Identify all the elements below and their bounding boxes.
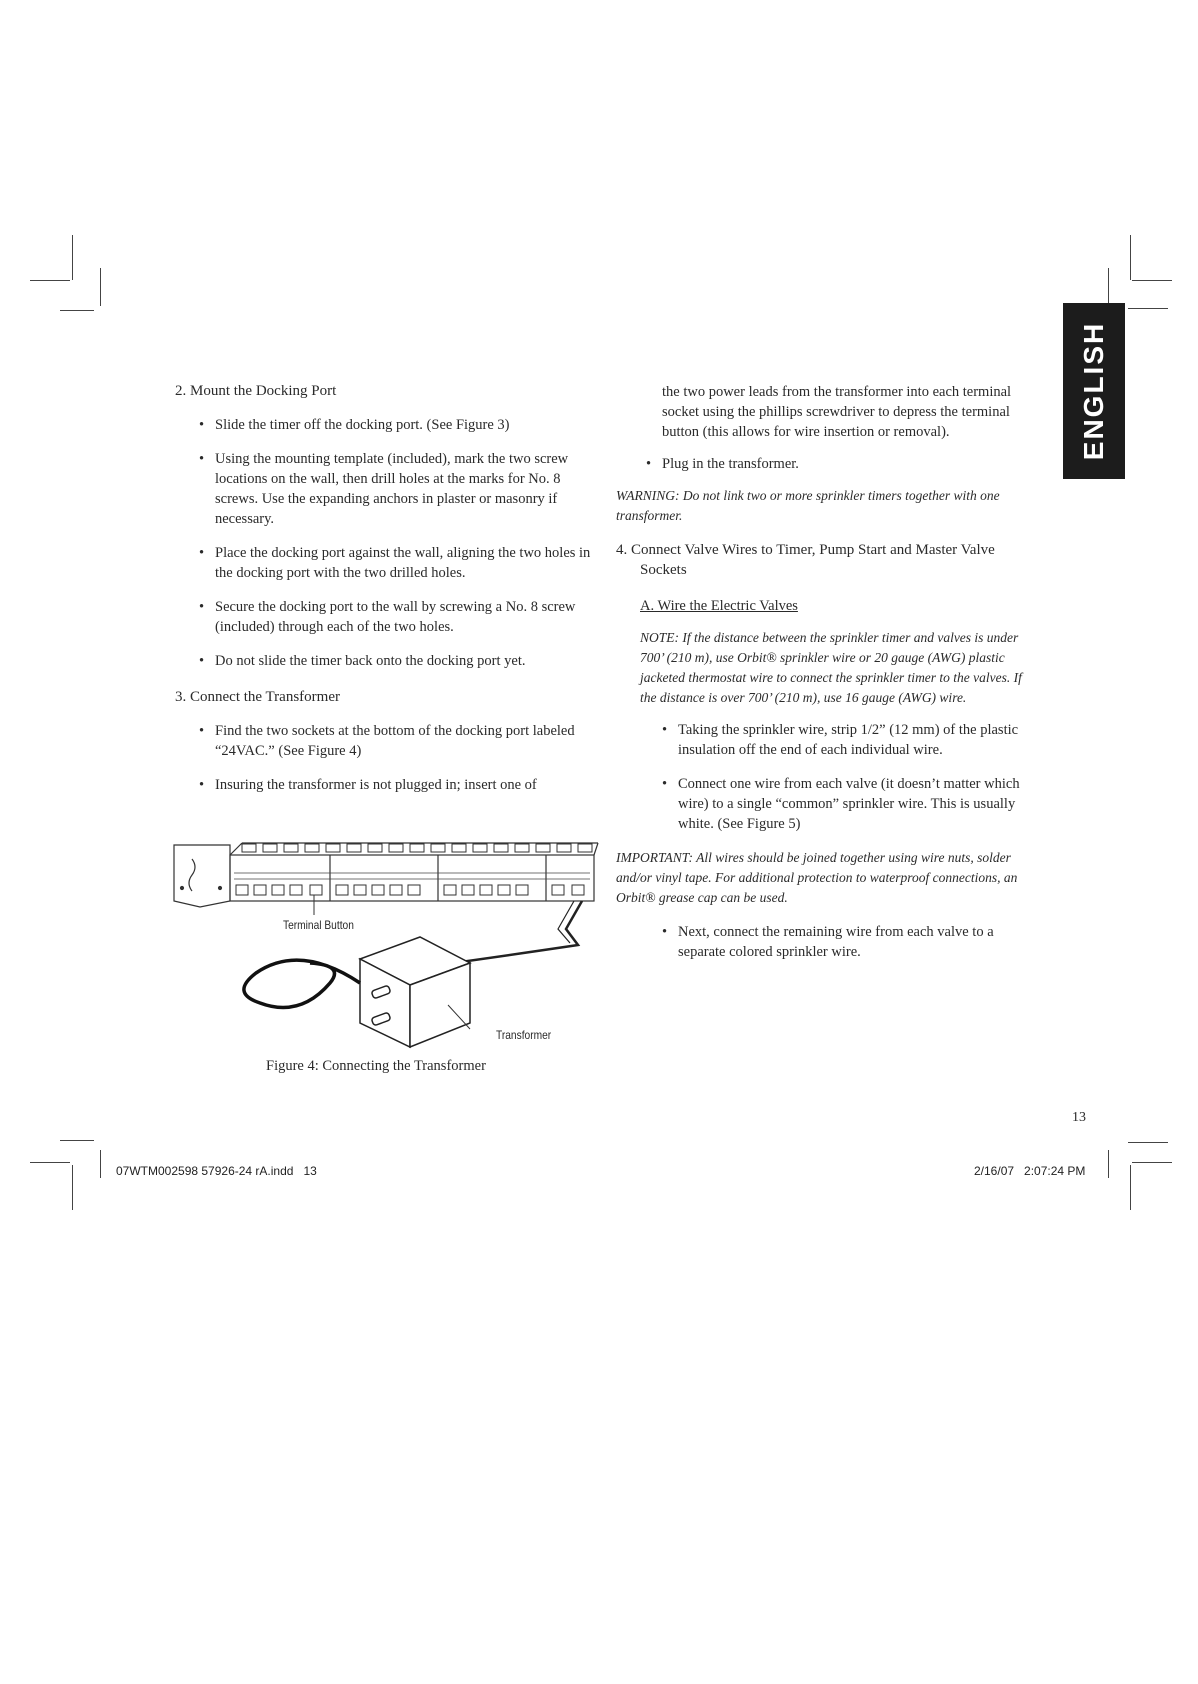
figure-caption-text: Connecting the Transformer bbox=[322, 1058, 486, 1074]
step3-bullet-2: • Insuring the transformer is not plugged in; insert one of bbox=[199, 775, 595, 795]
step3-heading: 3. Connect the Transformer bbox=[175, 689, 340, 705]
crop-mark bbox=[60, 1140, 94, 1141]
continued-text: the two power leads from the transformer into each terminal socket using the phillips screwdriver to depress the terminal button (this allows for wire insertion or removal). bbox=[662, 384, 1012, 440]
valve-bullet-3: • Next, connect the remaining wire from each valve to a separate colored sprinkler wire. bbox=[662, 922, 1038, 962]
crop-mark bbox=[100, 1150, 101, 1178]
slug-right: 2/16/07 2:07:24 PM bbox=[974, 1164, 1086, 1178]
step2-bullet-2: • Using the mounting template (included), mark the two screw locations on the wall, then drill holes at the marks for No. 8 screws. Use the expanding anchors in plaster or masonry if necessary. bbox=[199, 449, 595, 529]
valve-bullet-1: • Taking the sprinkler wire, strip 1/2” (12 mm) of the plastic insulation off the end of each individual wire. bbox=[662, 720, 1038, 760]
crop-mark bbox=[1128, 1142, 1168, 1143]
plug-bullet: • Plug in the transformer. bbox=[646, 454, 1036, 474]
crop-mark bbox=[60, 310, 94, 311]
crop-mark bbox=[1108, 1150, 1109, 1178]
crop-mark bbox=[1130, 1165, 1131, 1210]
step4-heading: 4. Connect Valve Wires to Timer, Pump Start and Master Valve Sockets bbox=[616, 542, 995, 578]
crop-mark bbox=[30, 280, 70, 281]
terminal-button-label: Terminal Button bbox=[283, 918, 354, 932]
docking-port-drawing bbox=[174, 843, 598, 907]
step3-bullet-1: • Find the two sockets at the bottom of the docking port labeled “24VAC.” (See Figure 4) bbox=[199, 721, 595, 761]
slug-left: 07WTM002598 57926-24 rA.indd 13 bbox=[116, 1164, 317, 1178]
step2-bullet-1: • Slide the timer off the docking port. (See Figure 3) bbox=[199, 415, 595, 435]
figure-caption bbox=[266, 1058, 486, 1075]
valve-bullet-2: • Connect one wire from each valve (it doesn’t matter which wire) to a single “common” sprinkler wire. This is usually white. (See Figure 5) bbox=[662, 774, 1038, 834]
right-column bbox=[616, 382, 1036, 962]
important-text: IMPORTANT: All wires should be joined together using wire nuts, solder and/or vinyl tape. For additional protection to waterproof connections, an Orbit® grease cap can be used. bbox=[616, 850, 1018, 905]
note-text: NOTE: If the distance between the sprinkler timer and valves is under 700’ (210 m), use Orbit® sprinkler wire or 20 gauge (AWG) plastic jacketed thermostat wire to connect the sprinkler timer to the valves. If the distance is over 700’ (210 m), use 16 gauge (AWG) wire. bbox=[640, 630, 1022, 705]
crop-mark bbox=[1132, 280, 1172, 281]
crop-mark bbox=[1132, 1162, 1172, 1163]
crop-mark bbox=[1108, 268, 1109, 308]
transformer-label: Transformer bbox=[496, 1028, 552, 1042]
crop-mark bbox=[1130, 235, 1131, 280]
power-cord bbox=[244, 960, 360, 1007]
crop-mark bbox=[100, 268, 101, 306]
step2-heading: 2. Mount the Docking Port bbox=[175, 383, 337, 399]
language-tab bbox=[1063, 303, 1125, 479]
crop-mark bbox=[72, 1165, 73, 1210]
warning-text: WARNING: Do not link two or more sprinkler timers together with one transformer. bbox=[616, 488, 1000, 523]
left-column bbox=[175, 381, 595, 795]
socket-label-strip bbox=[234, 873, 590, 879]
transformer-drawing bbox=[360, 937, 470, 1047]
language-tab-label: ENGLISH bbox=[1078, 321, 1109, 461]
terminal-strip bbox=[242, 844, 592, 852]
step2-bullet-5: • Do not slide the timer back onto the docking port yet. bbox=[199, 651, 595, 671]
crop-mark bbox=[1128, 308, 1168, 309]
crop-mark bbox=[72, 235, 73, 280]
page-number: 13 bbox=[1072, 1110, 1086, 1125]
figure-caption-prefix: Figure 4: bbox=[266, 1058, 319, 1074]
socket-row bbox=[236, 885, 584, 895]
wire-valves-subheading: A. Wire the Electric Valves bbox=[640, 598, 798, 614]
crop-mark bbox=[30, 1162, 70, 1163]
step2-bullet-3: • Place the docking port against the wall, aligning the two holes in the docking port with the two drilled holes. bbox=[199, 543, 595, 583]
step2-bullet-4: • Secure the docking port to the wall by screwing a No. 8 screw (included) through each of the two holes. bbox=[199, 597, 595, 637]
